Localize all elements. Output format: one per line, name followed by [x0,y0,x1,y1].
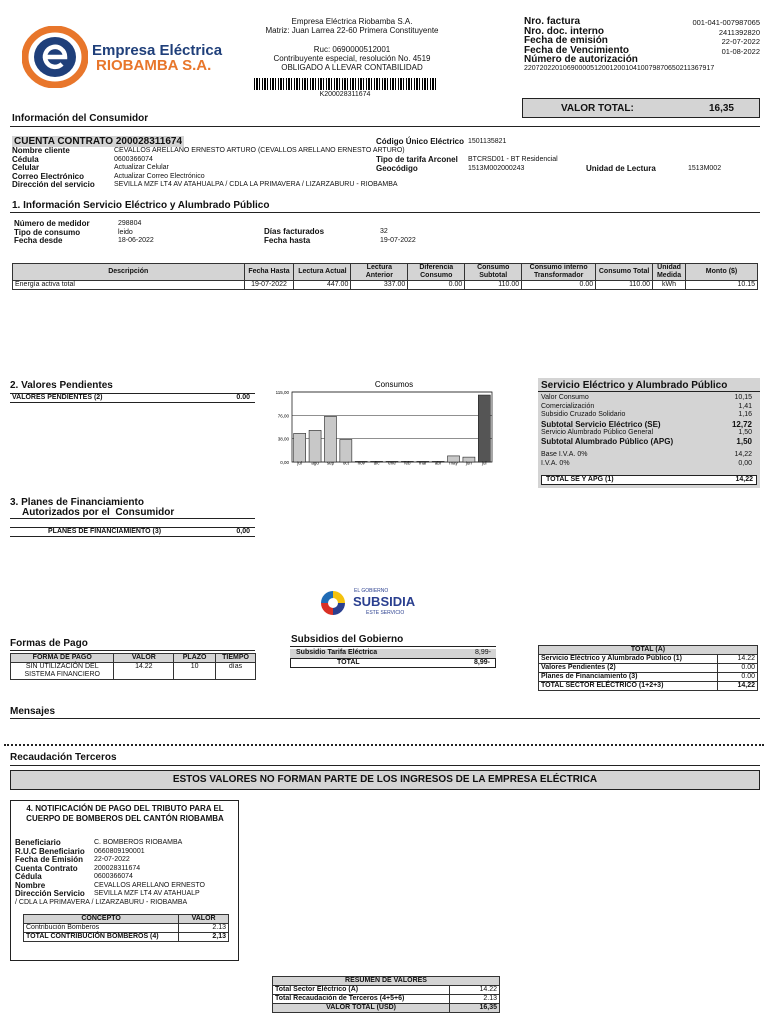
hasta-value: 19-07-2022 [380,236,416,244]
iva-value: 0,00 [738,459,752,467]
resumen-label: Total Sector Eléctrico (A) [273,986,450,995]
iva-label: I.V.A. 0% [541,459,570,467]
chart-xtick-label: oct [342,460,349,466]
formas-pago-cell: días [216,663,256,680]
pendientes-value: 0.00 [236,394,250,401]
pendientes-box [10,393,255,403]
resumen-servicio-value: 1,41 [738,402,752,410]
consumo-cell: 0.00 [522,281,596,290]
factura-label: Nro. factura [524,16,581,27]
factura-value: 01-08-2022 [721,46,760,56]
bomberos-label: Cuenta Contrato [15,863,78,873]
tarifa-value: BTCRSD01 - BT Residencial [468,156,558,163]
tipo-value: leido [118,228,133,236]
formas-pago-cell: 10 [174,663,216,680]
resumen-servicio-panel [538,378,760,488]
bomberos-valor: 2.13 [179,924,229,933]
subsidio-total-row [290,658,496,668]
factura-label: Fecha de Vencimiento [524,44,630,56]
chart-bar [324,416,336,462]
cuenta-value: 200028311674 [115,136,183,147]
financiamiento-box [10,527,255,537]
consumidor-label: Celular [12,163,40,172]
consumo-header-cell: Lectura Anterior [351,264,408,281]
consumidor-label: Nombre cliente [12,146,70,155]
resumen-value: 14.22 [450,986,500,995]
geocodigo-value: 1513M002000243 [468,165,525,172]
subsidia-top: EL GOBIERNO [354,588,389,594]
medidor-value: 298804 [118,220,142,227]
dias-value: 32 [380,228,388,235]
bomberos-label: Nombre [15,880,46,890]
chart-xtick-label: feb [404,460,411,466]
chart-xtick-label: ene [388,460,396,466]
resumen-servicio-row [541,394,755,403]
consumidor-labels [12,147,95,190]
consumidor-value: Actualizar Celular [114,164,169,171]
factura-row [524,55,760,65]
terceros-banner: ESTOS VALORES NO FORMAN PARTE DE LOS INGRESOS DE LA EMPRESA ELÉCTRICA [10,770,760,790]
chart-ytick-label: 38,00 [277,436,289,442]
resumen-servicio-label: Valor Consumo [541,394,589,401]
formas-pago-heading: Formas de Pago [10,638,88,649]
bomberos-value: 22-07-2022 [94,856,130,863]
financiamiento-value: 0,00 [236,528,250,535]
medidor-label: Número de medidor [14,219,90,228]
resumen-servicio-value: 1,50 [736,437,752,446]
iva-value: 14,22 [734,451,752,458]
servicio-labels-right [264,228,324,245]
chart-xtick-label: may [449,460,458,466]
consumo-header-cell: Descripción [13,264,245,281]
subsidia-bottom: ESTE SERVICIO [366,610,405,616]
resumen-servicio-row [541,403,755,412]
pendientes-heading: 2. Valores Pendientes [10,380,113,391]
chart-bar [309,430,321,462]
bomberos-concepto: Contribución Bomberos [24,924,179,933]
codigo-label: Código Único Eléctrico [376,137,465,146]
valor-total-value: 16,35 [708,103,734,114]
consumidor-values [114,147,405,190]
total-a-table [538,645,758,691]
bomberos-label: Beneficiario [15,838,61,847]
factura-value: 001-041-007987065 [692,18,760,27]
consumo-cell: 19-07-2022 [244,281,294,290]
codigo-value: 1501135821 [468,138,507,145]
consumo-cell: 447.00 [294,281,351,290]
total-se-apg-box [541,475,757,485]
factura-value: 2411392820 [718,27,760,37]
iva-row [541,451,755,460]
servicio-labels-left [14,220,90,246]
servicio-heading: 1. Información Servicio Eléctrico y Alumbrado Público [12,200,270,211]
consumidor-value: 0600366074 [114,155,153,163]
subsidio-label: Subsidio Tarifa Eléctrica [296,649,378,656]
subsidios-heading: Subsidios del Gobierno [291,634,404,645]
company-name: Empresa Eléctrica Riobamba S.A. [291,17,413,26]
consumo-cell: 10.15 [686,281,758,290]
total-a-row [539,673,758,682]
consumidor-label: Cédula [12,154,39,164]
resumen-label: Total Recaudación de Terceros (4+5+6) [273,995,450,1004]
resumen-servicio-value: 1,50 [738,428,752,436]
consumidor-label: Dirección del servicio [12,180,95,189]
total-a-row [539,664,758,673]
resumen-total-label: VALOR TOTAL (USD) [273,1004,450,1013]
consumo-header-cell: Consumo Total [596,264,653,281]
total-a-value: 14.22 [718,655,758,664]
company-logo [22,26,223,88]
factura-label: Fecha de emisión [524,35,608,46]
subsidio-total-label: TOTAL [337,659,360,666]
resumen-servicio-row [541,420,755,429]
bomberos-table [23,914,229,942]
iva-row [541,460,755,469]
bomberos-total-value: 2,13 [179,933,229,942]
factura-label: Nro. doc. interno [524,25,604,37]
chart-xtick-label: mar [418,460,427,466]
bomberos-label: Fecha de Emisión [15,855,84,864]
factura-label: Número de autorización [524,54,638,65]
financiamiento-heading2: Autorizados por el Consumidor [22,507,175,518]
chart-xtick-label: dic [373,460,380,466]
financiamiento-heading1: 3. Planes de Financiamiento [10,497,144,508]
resumen-servicio-row [541,429,755,438]
chart-ytick-label: 0,00 [280,460,289,465]
formas-pago-header: VALOR [114,654,174,663]
bomberos-value: C. BOMBEROS RIOBAMBA [94,839,183,846]
chart-frame [292,392,492,462]
chart-xtick-label: abr [434,460,442,466]
pendientes-label: VALORES PENDIENTES (2) [12,394,103,401]
company-contabilidad: OBLIGADO A LLEVAR CONTABILIDAD [281,63,423,73]
formas-pago-header: FORMA DE PAGO [11,654,114,663]
cuenta-label: CUENTA CONTRATO [14,136,114,147]
consumo-header-cell: Lectura Actual [294,264,351,281]
consumos-chart [260,378,500,468]
company-logo-icon [22,26,88,88]
financiamiento-label: PLANES DE FINANCIAMIENTO (3) [48,528,162,535]
terceros-heading: Recaudación Terceros [10,752,117,763]
mensajes-heading: Mensajes [10,706,56,717]
total-a-label: Planes de Financiamiento (3) [539,673,718,682]
consumo-cell: 110.00 [596,281,653,290]
subsidia-logo [318,587,416,619]
formas-pago-header: PLAZO [174,654,216,663]
chart-ytick-label: 76,00 [277,413,289,419]
chart-bar [340,439,352,462]
company-contribuyente: Contribuyente especial, resolución No. 4519 [273,53,431,63]
bomberos-header: CONCEPTO [24,915,179,924]
consumo-table [12,263,758,290]
servicio-values-right [380,228,416,245]
formas-pago-header: TIEMPO [216,654,256,663]
servicio-values-left [118,220,154,246]
company-address: Matriz: Juan Larrea 22-60 Primera Constituyente [265,26,439,36]
resumen-servicio-row [541,437,755,446]
resumen-header: RESUMEN DE VALORES [273,977,500,986]
resumen-servicio-label: Subtotal Alumbrado Público (APG) [541,437,674,446]
formas-pago-table [10,653,256,680]
chart-xtick-label: jun [465,460,472,466]
desde-value: 18-06-2022 [118,237,154,244]
consumidor-label: Correo Electrónico [12,171,85,181]
consumo-header-cell: Monto ($) [686,264,758,281]
chart-bar [478,395,490,462]
bomberos-title: 4. NOTIFICACIÓN DE PAGO DEL TRIBUTO PARA EL CUERPO DE BOMBEROS DEL CANTÓN RIOBAMBA [26,804,224,823]
resumen-servicio-label: Subtotal Servicio Eléctrico (SE) [541,419,661,429]
total-a-value: 0.00 [718,664,758,673]
consumo-header-cell: Unidad Medida [653,264,686,281]
valor-total-label: VALOR TOTAL: [561,103,634,114]
resumen-servicio-label: Servicio Alumbrado Público General [541,428,654,436]
consumidor-value: SEVILLA MZF LT4 AV ATAHUALPA / CDLA LA PRIMAVERA / LIZARZABURU - RIOBAMBA [114,181,398,188]
formas-pago-cell: SIN UTILIZACIÓN DEL SISTEMA FINANCIERO [11,663,114,680]
bomberos-label: R.U.C Beneficiario [15,846,85,856]
consumo-cell: Energía activa total [13,281,245,290]
factura-value: 22-07-2022 [721,37,760,46]
consumidor-value: CEVALLOS ARELLANO ERNESTO ARTURO (CEVALLOS ARELLANO ERNESTO ARTURO) [114,147,405,154]
formas-pago-cell: 14.22 [114,663,174,680]
hasta-label: Fecha hasta [264,235,311,245]
iva-label: Base I.V.A. 0% [541,451,588,458]
unidad-value: 1513M002 [688,165,722,172]
bomberos-value: 0600366074 [94,873,133,880]
tipo-label: Tipo de consumo [14,227,81,237]
consumidor-heading: Información del Consumidor [12,113,149,124]
resumen-servicio-label: Comercialización [541,402,595,410]
resumen-servicio-label: Subsidio Cruzado Solidario [541,411,626,418]
chart-bar [294,433,306,462]
resumen-servicio-value: 1,16 [738,411,752,418]
total-a-value: 14,22 [718,682,758,691]
consumidor-value: Actualizar Correo Electrónico [114,172,205,180]
bomberos-address-cont: / CDLA LA PRIMAVERA / LIZARZABURU - RIOBAMBA [15,899,188,906]
consumo-header-cell: Diferencia Consumo [408,264,465,281]
consumo-header-cell: Consumo interno Transformador [522,264,596,281]
geocodigo-label: Geocódigo [376,164,418,173]
chart-xtick-label: jul [482,460,487,466]
chart-xtick-label: sep [326,460,335,466]
consumo-cell: 0.00 [408,281,465,290]
bomberos-label: Dirección Servicio [15,889,85,898]
cut-line [4,744,764,746]
subsidia-main: SUBSIDIA [353,594,416,609]
total-a-label: Servicio Eléctrico y Alumbrado Público (1) [539,655,718,664]
valor-total-box [522,98,760,118]
resumen-row [273,986,500,995]
barcode-text: K200028311674 [319,91,371,98]
bomberos-total-label: TOTAL CONTRIBUCIÓN BOMBEROS (4) [24,933,179,942]
dias-label: Días facturados [264,227,325,236]
consumo-cell: 337.00 [351,281,408,290]
bomberos-value: 0660809190001 [94,847,145,855]
bomberos-box [10,800,239,961]
consumo-cell: kWh [653,281,686,290]
tarifa-label: Tipo de tarifa Arconel [376,155,458,164]
total-a-label: Valores Pendientes (2) [539,664,718,673]
consumo-cell: 110.00 [465,281,522,290]
subsidio-total-value: 8,99- [474,659,490,666]
total-a-row [539,655,758,664]
bomberos-value: CEVALLOS ARELLANO ERNESTO [94,881,206,889]
subsidia-circle-icon [318,588,348,618]
consumo-header-cell: Consumo Subtotal [465,264,522,281]
resumen-servicio-value: 12,72 [731,419,752,429]
bomberos-header: VALOR [179,915,229,924]
chart-xtick-label: jul [297,460,302,466]
chart-xtick-label: ago [311,460,319,466]
chart-ytick-label: 115,00 [275,390,289,395]
desde-label: Fecha desde [14,236,63,245]
total-a-label: TOTAL SECTOR ELÉCTRICO (1+2+3) [539,682,718,691]
logo-line1: Empresa Eléctrica [92,42,223,59]
bomberos-value: SEVILLA MZF LT4 AV ATAHUALP [94,890,200,897]
total-se-apg-value: 14,22 [735,476,753,483]
company-ruc: Ruc: 0690000512001 [313,44,391,54]
total-a-row [539,682,758,691]
resumen-servicio-heading: Servicio Eléctrico y Alumbrado Público [541,380,728,391]
resumen-servicio-row [541,411,755,420]
total-a-header: TOTAL (A) [539,646,758,655]
resumen-total-row [273,1004,500,1013]
chart-xtick-label: nov [357,460,365,466]
subsidio-row [290,649,496,658]
resumen-servicio-value: 10,15 [734,394,752,401]
total-se-apg-label: TOTAL SE Y APG (1) [546,476,614,483]
total-a-value: 0.00 [718,673,758,682]
resumen-total-value: 16,35 [450,1004,500,1013]
bomberos-label: Cédula [15,872,42,881]
unidad-label: Unidad de Lectura [586,164,656,173]
company-info [232,17,472,72]
resumen-row [273,995,500,1004]
barcode [254,78,436,90]
factura-info [524,17,760,72]
autorizacion-number: 2207202201069000051200120010410079870650211367917 [524,64,715,72]
chart-title: Consumos [374,380,414,389]
bomberos-value: 200028311674 [94,864,141,872]
resumen-valores-table [272,976,500,1013]
logo-line2: RIOBAMBA S.A. [96,57,212,74]
resumen-value: 2.13 [450,995,500,1004]
subsidio-value: 8,99- [475,649,491,656]
consumo-header-cell: Fecha Hasta [244,264,294,281]
